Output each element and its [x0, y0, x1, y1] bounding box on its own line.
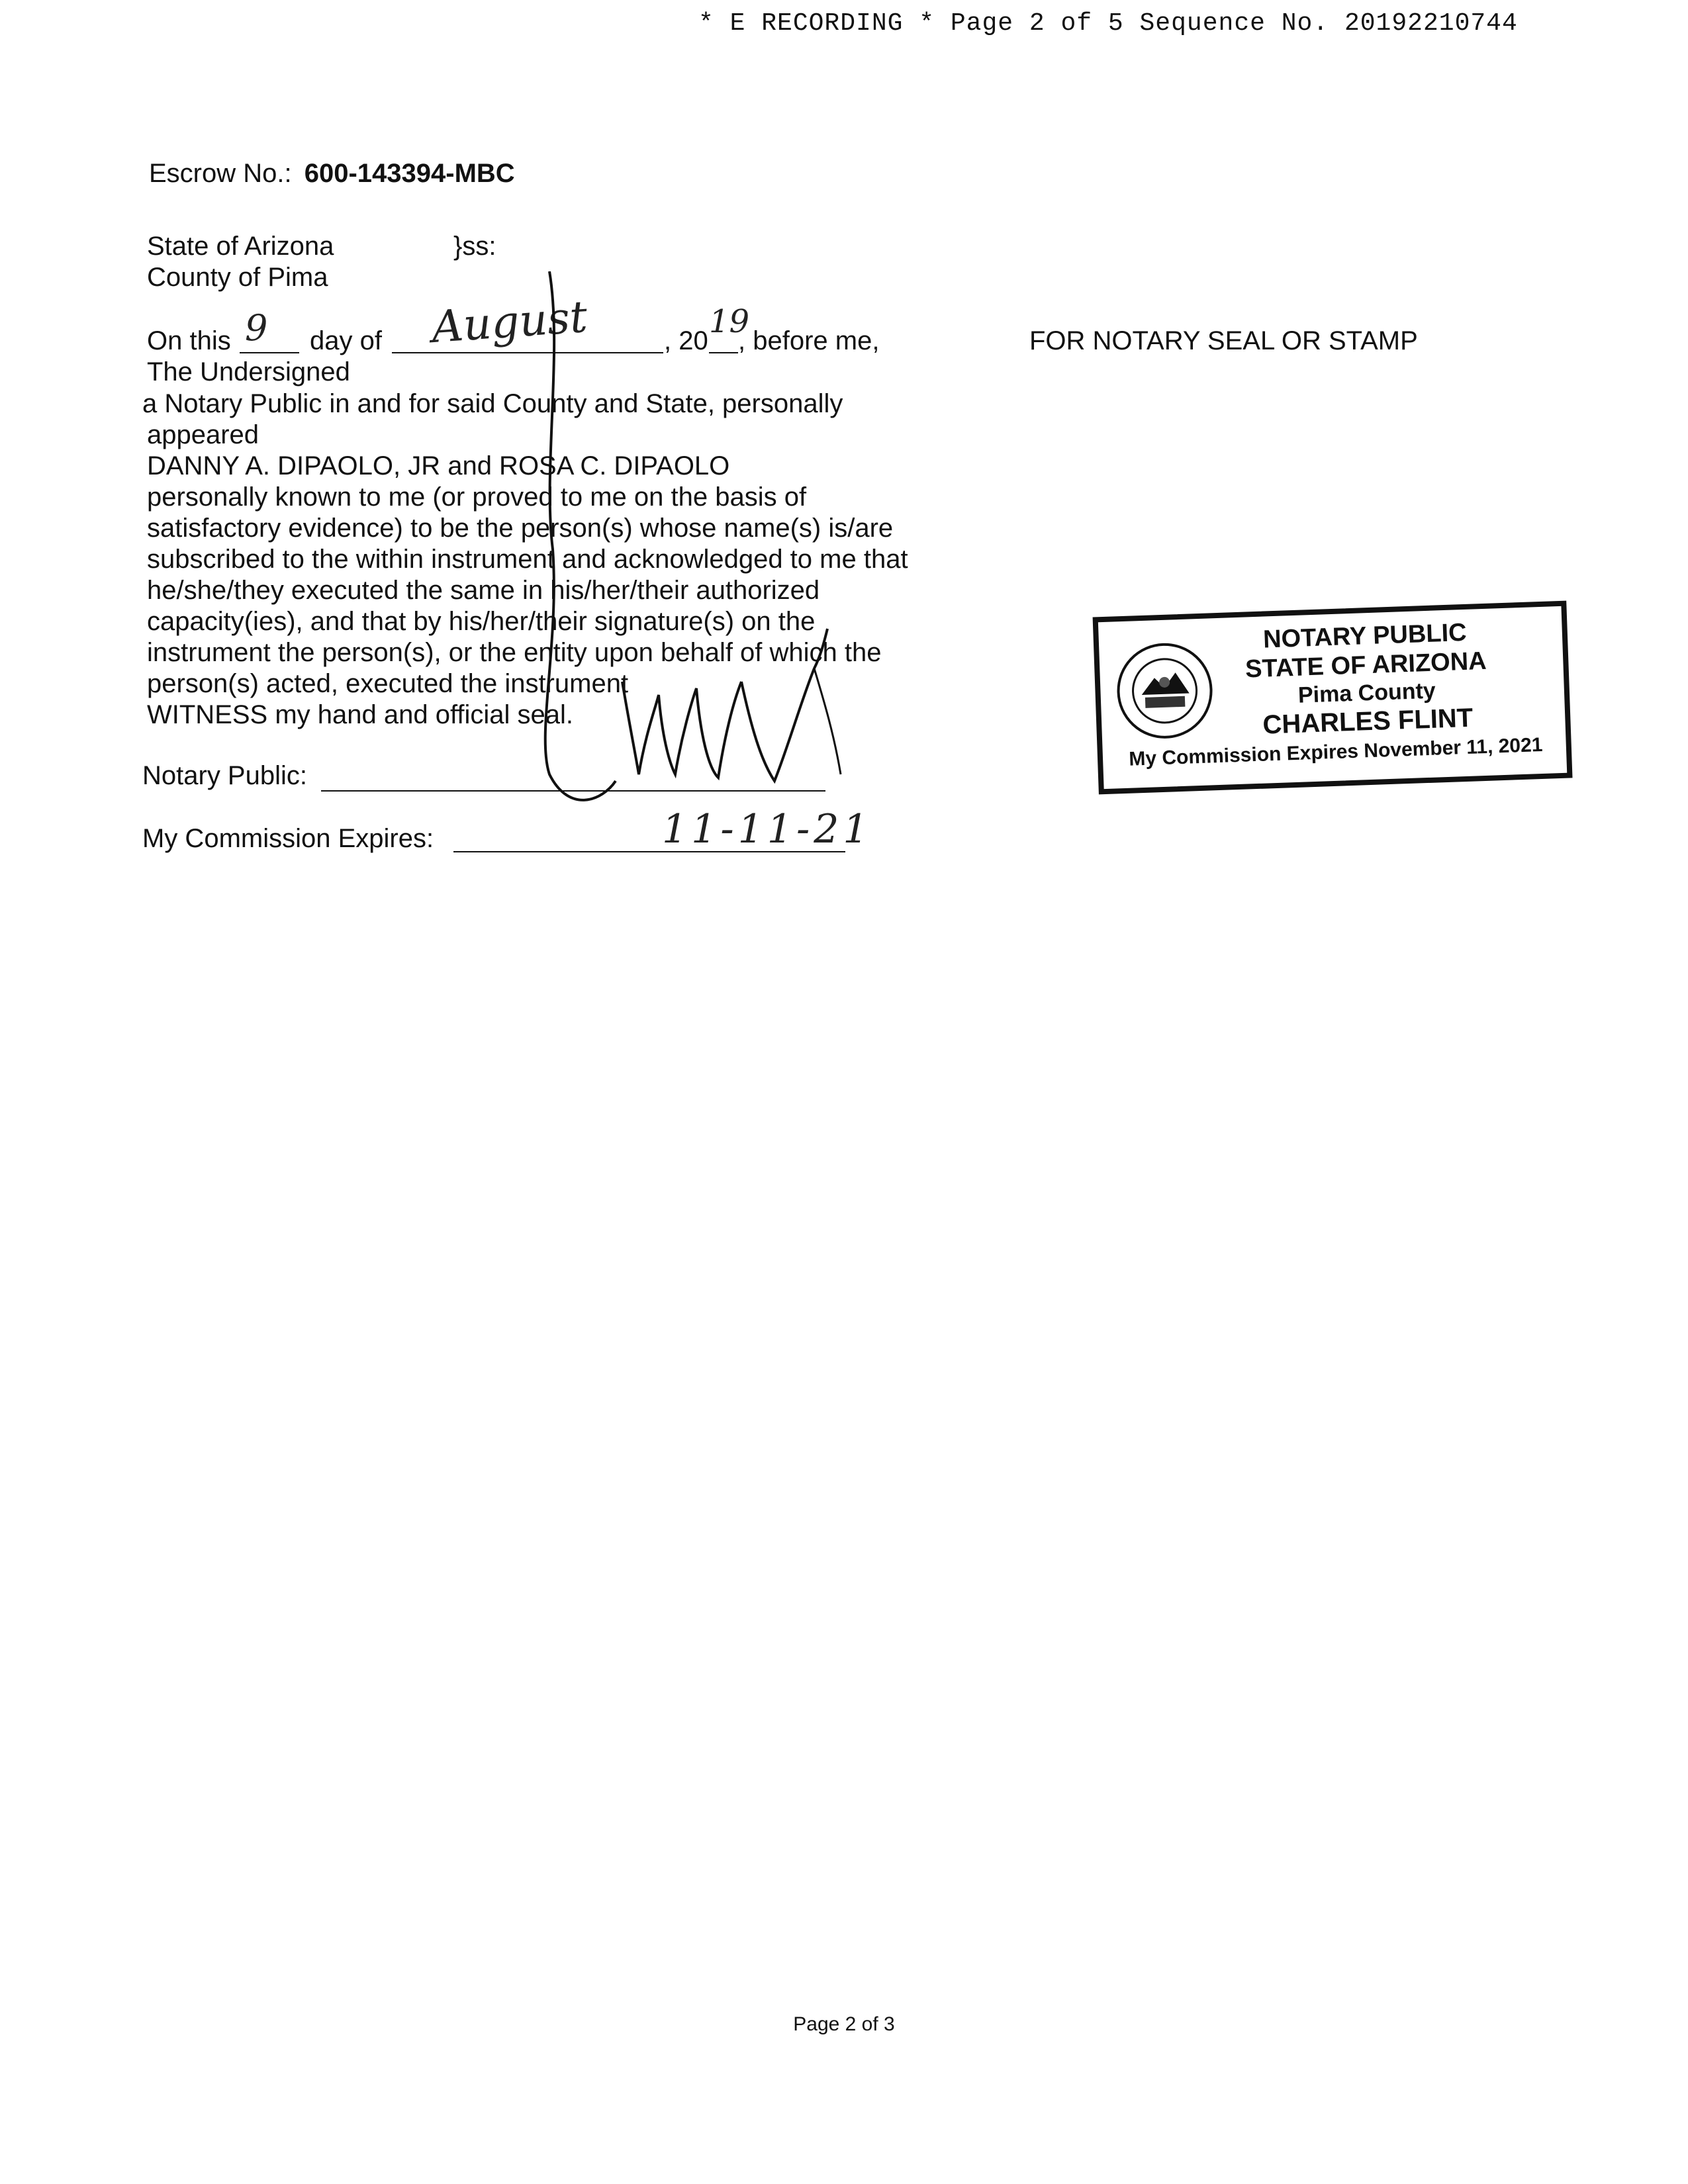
- stamp-line-title: NOTARY PUBLIC: [1262, 618, 1468, 654]
- commission-expires-label: My Commission Expires:: [142, 824, 434, 853]
- body-line: appeared: [147, 420, 259, 449]
- stamp-line-name: CHARLES FLINT: [1262, 703, 1474, 740]
- great-seal-icon: [1113, 639, 1216, 742]
- stamp-line-expires: My Commission Expires November 11, 2021: [1128, 733, 1543, 770]
- body-line: subscribed to the within instrument and acknowledged to me that: [147, 545, 908, 574]
- commission-expires-line: [453, 806, 872, 852]
- year-handwritten: 19: [709, 303, 750, 340]
- day-of-label: day of: [310, 326, 382, 355]
- year-prefix: , 20: [664, 326, 708, 355]
- body-line: personally known to me (or proved to me on the basis of: [147, 482, 807, 512]
- venue-county: County of Pima: [147, 263, 328, 292]
- stamp-line-county: Pima County: [1297, 678, 1436, 708]
- venue-ss: }ss:: [453, 232, 496, 261]
- before-me-label: , before me,: [738, 326, 880, 355]
- venue-state: State of Arizona: [147, 232, 334, 261]
- body-line: he/she/they executed the same in his/her/their authorized: [147, 576, 820, 605]
- recording-header: * E RECORDING * Page 2 of 5 Sequence No. 20192210744: [698, 9, 1518, 38]
- stamp-line-state: STATE OF ARIZONA: [1244, 647, 1487, 684]
- witness-line: WITNESS my hand and official seal.: [147, 700, 573, 729]
- notary-public-label: Notary Public:: [142, 761, 307, 790]
- seal-area-label: FOR NOTARY SEAL OR STAMP: [1029, 326, 1418, 355]
- body-line: satisfactory evidence) to be the person(s) whose name(s) is/are: [147, 514, 894, 543]
- on-this-label: On this: [147, 326, 231, 355]
- escrow-number: 600-143394-MBC: [304, 159, 515, 188]
- body-line: person(s) acted, executed the instrument: [147, 669, 629, 698]
- notary-stamp: [1093, 601, 1572, 793]
- escrow-label: Escrow No.:: [149, 159, 292, 188]
- signer-names: DANNY A. DIPAOLO, JR and ROSA C. DIPAOLO: [147, 451, 730, 480]
- body-line: instrument the person(s), or the entity upon behalf of which the: [147, 638, 882, 667]
- body-line: a Notary Public in and for said County and State, personally: [142, 389, 843, 418]
- escrow-line: [149, 159, 515, 189]
- commission-expires-handwritten: 11-11-21: [662, 806, 872, 852]
- day-handwritten: 9: [245, 307, 268, 349]
- page-footer: Page 2 of 3: [793, 2013, 895, 2035]
- day-blank: [240, 307, 299, 353]
- officer-name: The Undersigned: [147, 357, 350, 387]
- body-line: capacity(ies), and that by his/her/their signature(s) on the: [147, 607, 816, 636]
- notary-signature: [523, 271, 867, 827]
- month-handwritten: August: [430, 291, 589, 353]
